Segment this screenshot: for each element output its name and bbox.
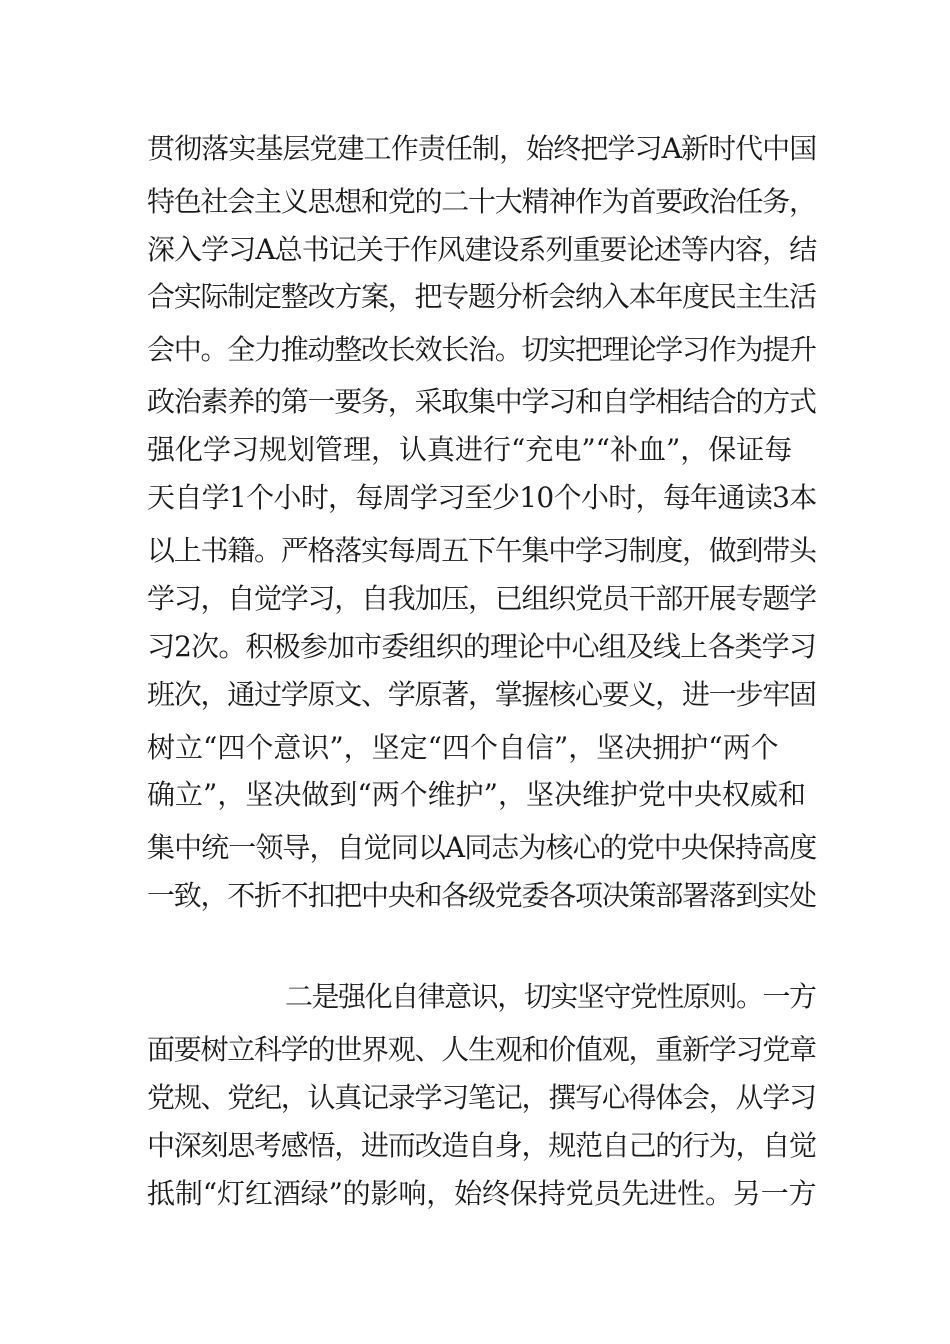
text-line: 确立”，坚决做到“两个维护”，坚决维护党中央权威和 xyxy=(147,778,806,811)
text-line: 二是强化自律意识，切实坚守党性原则。一方 xyxy=(285,980,816,1013)
text-line: 强化学习规划管理，认真进行“充电”“补血”，保证每 xyxy=(147,433,793,466)
text-line: 树立“四个意识”，坚定“四个自信”，坚决拥护“两个 xyxy=(147,731,779,764)
text-line: 习2次。积极参加市委组织的理论中心组及线上各类学习 xyxy=(147,630,816,663)
text-line: 会中。全力推动整改长效长治。切实把理论学习作为提升 xyxy=(147,333,816,366)
text-line: 一致，不折不扣把中央和各级党委各项决策部署落到实处 xyxy=(147,879,816,912)
text-line: 学习，自觉学习，自我加压，已组织党员干部开展专题学 xyxy=(147,582,816,615)
text-line: 中深刻思考感悟，进而改造自身，规范自己的行为，自觉 xyxy=(147,1129,816,1162)
text-line: 班次，通过学原文、学原著，掌握核心要义，进一步牢固 xyxy=(147,678,816,711)
text-line: 天自学1个小时，每周学习至少10个小时，每年通读3本 xyxy=(147,481,817,514)
text-line: 贯彻落实基层党建工作责任制，始终把学习A新时代中国 xyxy=(147,132,817,165)
text-line: 特色社会主义思想和党的二十大精神作为首要政治任务， xyxy=(147,185,816,218)
text-line: 以上书籍。严格落实每周五下午集中学习制度，做到带头 xyxy=(147,534,816,567)
text-line: 抵制“灯红酒绿”的影响，始终保持党员先进性。另一方 xyxy=(147,1177,817,1210)
text-line: 深入学习A总书记关于作风建设系列重要论述等内容，结 xyxy=(147,233,817,266)
text-line: 合实际制定整改方案，把专题分析会纳入本年度民主生活 xyxy=(147,280,816,313)
text-line: 政治素养的第一要务，采取集中学习和自学相结合的方式 xyxy=(147,385,816,418)
text-line: 面要树立科学的世界观、人生观和价值观，重新学习党章 xyxy=(147,1033,816,1066)
text-line: 党规、党纪，认真记录学习笔记，撰写心得体会，从学习 xyxy=(147,1081,816,1114)
text-line: 集中统一领导，自觉同以A同志为核心的党中央保持高度 xyxy=(147,831,817,864)
